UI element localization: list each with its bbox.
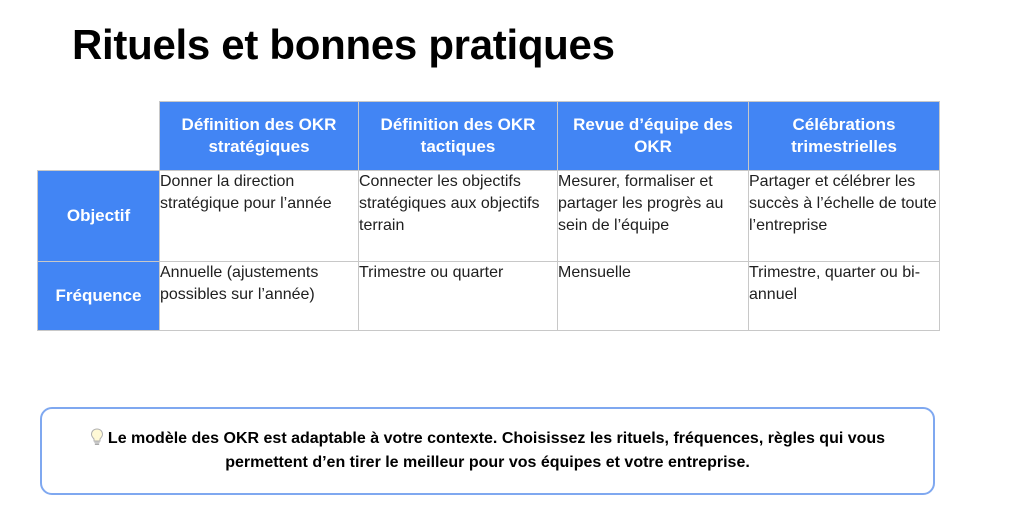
row-header-frequence: Fréquence: [38, 262, 160, 331]
info-note-box: [40, 407, 935, 495]
table-header-row: [38, 102, 940, 171]
page-title: Rituels et bonnes pratiques: [72, 21, 615, 68]
note-text: Le modèle des OKR est adaptable à votre contexte. Choisissez les rituels, fréquences, règles qui vous permettent d’en tirer le meilleur pour vos équipes et votre entreprise.: [107, 430, 886, 471]
table-row: [38, 262, 940, 331]
table-cell: Connecter les objectifs stratégiques aux objectifs terrain: [359, 171, 558, 262]
rituals-table: [37, 101, 940, 331]
column-header: Définition des OKR stratégiques: [160, 102, 359, 171]
table-corner: [38, 102, 160, 171]
table-cell: Donner la direction stratégique pour l’année: [160, 171, 359, 262]
note-content: [82, 427, 893, 475]
lightbulb-icon: [90, 428, 104, 446]
table-cell: Partager et célébrer les succès à l’échelle de toute l’entreprise: [749, 171, 940, 262]
column-header: Célébrations trimestrielles: [749, 102, 940, 171]
table-cell: Mesurer, formaliser et partager les progrès au sein de l’équipe: [558, 171, 749, 262]
table-cell: Mensuelle: [558, 262, 749, 331]
table-row: [38, 171, 940, 262]
row-header-objectif: Objectif: [38, 171, 160, 262]
column-header: Revue d’équipe des OKR: [558, 102, 749, 171]
table-cell: Annuelle (ajustements possibles sur l’année): [160, 262, 359, 331]
column-header: Définition des OKR tactiques: [359, 102, 558, 171]
table-cell: Trimestre, quarter ou bi-annuel: [749, 262, 940, 331]
table-cell: Trimestre ou quarter: [359, 262, 558, 331]
